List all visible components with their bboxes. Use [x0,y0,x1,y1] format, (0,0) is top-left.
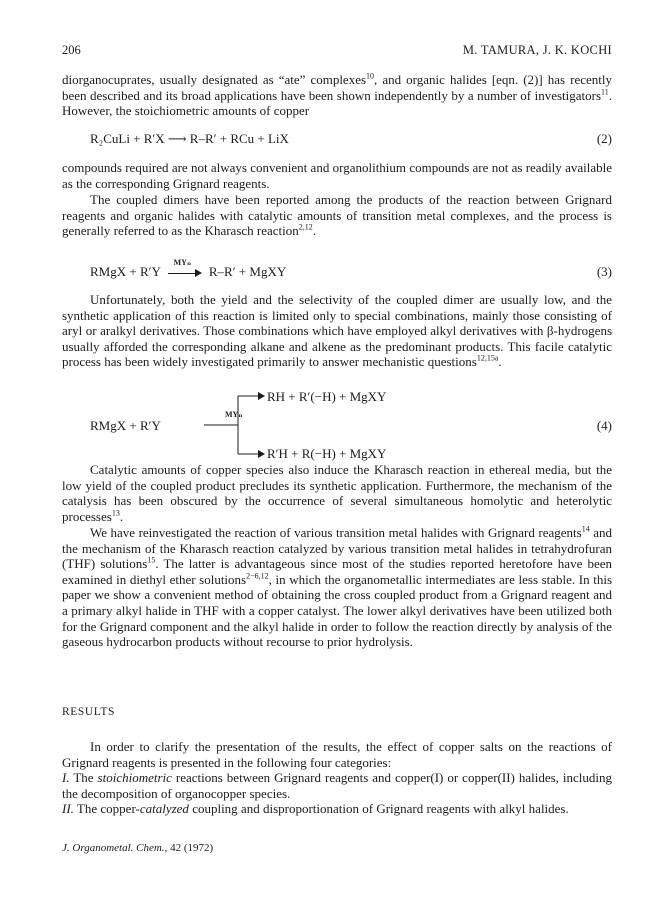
reaction-arrow [168,258,202,279]
paragraph-text: . The latter is advantageous since most of the studies reported heretofore have been examined in diethyl ether solutions [62,556,613,587]
catalyst-label: MYₙ [173,258,192,268]
item-emphasis: catalyzed [139,801,189,816]
paragraph-text: . [312,223,317,239]
item-text: The [69,770,98,785]
reference-superscript: 2−6,12 [246,571,269,581]
paragraph-grignard [62,160,612,191]
category-item-2 [62,801,612,817]
equation-4 [62,390,612,460]
item-emphasis: stoichiometric [97,770,172,785]
paragraph-cuprates [62,72,612,119]
equation-left-side: RMgX + R′Y [90,418,161,433]
section-heading: RESULTS [62,706,115,718]
paragraph-categories [62,739,612,770]
reference-superscript: 11 [601,87,609,97]
equation-lower-products: R′H + R(−H) + MgXY [267,446,387,461]
paragraph-text: Unfortunately, both the yield and the selectivity of the coupled dimer are usually low, and the synthetic application of this reaction is limited only to special combinations, mainly those consisting of aryl or aralkyl derivatives. Those combinations which have employed alkyl derivatives with β-hydrogens usually afforded the corresponding alkane and alkene as the predominant products. This facile catalytic process has been widely investigated primarily to answer mechanistic questions [62,292,612,370]
equation-3 [62,258,612,282]
reference-superscript: 13 [111,508,120,518]
reference-superscript: 15 [147,555,156,565]
equation-left-side: RMgX + R′Y [90,264,161,279]
reference-superscript: 10 [366,71,375,81]
item-text: coupling and disproportionation of Grignard reagents with alkyl halides. [188,801,569,816]
item-numeral: II. [62,801,74,816]
equation-number: (2) [596,131,612,146]
paragraph-kharasch [62,192,612,239]
paragraph-text: and the mechanism of the Kharasch reaction catalyzed by various transition metal halides in tetrahydrofuran (THF) solutions [62,525,612,572]
equation-number: (4) [596,418,612,433]
paragraph-text: , in which the organometallic intermediates are less stable. In this paper we show a convenient method of obtaining the cross coupled product from a Grignard reagent and a primary alkyl halide in THF with a copper catalyst. The lower alkyl derivatives have been utilized both for the Grignard component and the alkyl halide in order to follow the reaction directly by analysis of the gaseous hydrocarbon products without recourse to prior hydrolysis. [62,571,613,650]
reference-superscript: 2,12 [298,222,313,232]
equation-number: (3) [596,264,612,279]
paragraph-text: diorganocuprates, usually designated as “ate” complexes [62,72,367,87]
paragraph-text: In order to clarify the presentation of the results, the effect of copper salts on the reactions of Grignard reagents is presented in the following four categories: [62,739,612,770]
equation-3-body [90,258,287,280]
page-number: 206 [62,43,81,57]
reference-superscript: 14 [581,524,590,534]
journal-volume: 42 (1972) [170,842,214,854]
paragraph-text: . However, the stoichiometric amounts of copper [62,87,612,119]
paragraph-text: , and organic halides [eqn. (2)] has recently been described and its broad applications have been shown independently by a number of investigators [62,72,613,103]
paragraph-text: . [119,508,124,524]
reference-superscript: 12,15a [476,354,499,364]
journal-name: J. Organometal. Chem., [62,842,168,854]
category-item-1 [62,770,612,801]
equation-2 [62,131,612,149]
paragraph-reinvestigation [62,525,612,650]
journal-footer [62,842,213,854]
paragraph-text: compounds required are not always convenient and organolithium compounds are not as readily available as the corresponding Grignard reagents. [62,160,612,191]
item-text: reactions between Grignard reagents and copper(I) or copper(II) halides, including the decomposition of organocopper species. [62,770,612,801]
paragraph-text: We have reinvestigated the reaction of various transition metal halides with Grignard reagents [90,525,582,540]
item-numeral: I. [62,770,70,785]
paragraph-text: The coupled dimers have been reported among the products of the reaction between Grignard reagents and organic halides with catalytic amounts of transition metal complexes, and the process is generally referred to as the Kharasch reaction [62,192,612,239]
equation-2-text: R₂CuLi + R′X ⟶ R–R′ + RCu + LiX [90,131,289,146]
running-header [62,43,612,59]
equation-right-side: R–R′ + MgXY [208,264,287,279]
paragraph-yield [62,292,612,370]
item-text: The copper- [73,801,140,816]
running-head-authors: M. TAMURA, J. K. KOCHI [462,43,612,57]
equation-upper-products: RH + R′(−H) + MgXY [267,389,387,404]
paragraph-text: Catalytic amounts of copper species also induce the Kharasch reaction in ethereal media, but the low yield of the coupled product precludes its synthetic application. Furthermore, the mechanism of the catalysis has been obscured by the occurrence of several simultaneous homolytic and heterolytic processes [62,462,612,524]
paragraph-text: . [498,354,502,370]
catalyst-label: MYₙ [225,410,243,419]
paragraph-catalytic [62,462,612,524]
